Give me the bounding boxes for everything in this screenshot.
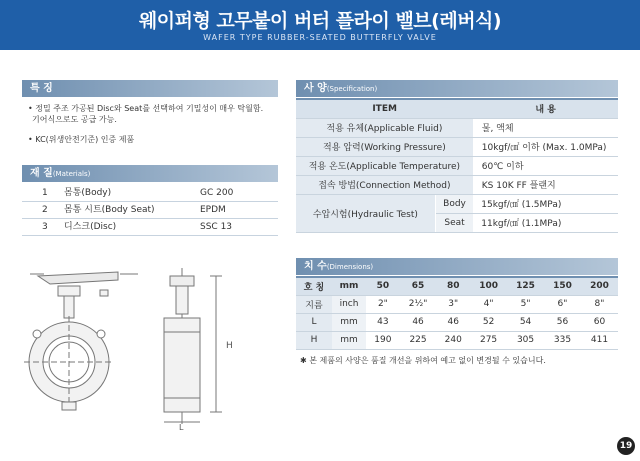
spec-row [296,175,618,194]
dim-cell: 8" [581,295,618,313]
dim-cell: 4" [470,295,507,313]
dim-head-unit: mm [332,277,366,295]
page-number: 19 [617,437,635,455]
length-dim-label: L [179,423,184,430]
material-no: 1 [42,188,48,198]
dim-size: 50 [366,277,400,295]
spec-hydraulic-seat-value: 11kgf/㎠ (1.1MPa) [473,213,618,232]
dim-size: 100 [470,277,507,295]
material-no: 3 [42,222,48,232]
dim-row-unit: mm [332,331,366,349]
materials-row [22,186,278,200]
material-value: GC 200 [200,188,234,198]
dim-row-unit: mm [332,313,366,331]
page-subtitle: WAFER TYPE RUBBER-SEATED BUTTERFLY VALVE [203,33,437,42]
dim-cell: 3" [436,295,470,313]
spec-table [296,98,618,233]
valve-front-view [24,272,138,410]
dim-cell: 275 [470,331,507,349]
spec-hydraulic-label: 수압시험(Hydraulic Test) [296,194,435,232]
material-value: EPDM [200,205,226,215]
dim-cell: 2" [366,295,400,313]
material-part: 디스크(Disc) [64,222,117,232]
dim-cell: 225 [400,331,437,349]
material-no: 2 [42,205,48,215]
dim-table [296,276,618,350]
dim-note: ✱ 본 제품의 사양은 품질 개선을 위하여 예고 없이 변경될 수 있습니다. [300,356,546,365]
spec-label: 적용 압력(Working Pressure) [296,137,473,156]
spec-col-content: 내 용 [473,99,618,118]
dim-cell: 56 [544,313,581,331]
materials-divider [22,218,278,219]
dim-title: 치 수 [304,261,327,272]
spec-label: 적용 온도(Applicable Temperature) [296,156,473,175]
dim-cell: 46 [400,313,437,331]
dim-cell: 411 [581,331,618,349]
dim-size: 125 [507,277,544,295]
features-title: 특 징 [30,83,53,94]
material-part: 몸통 시트(Body Seat) [64,205,155,215]
dim-cell: 2½" [400,295,437,313]
dim-row-label: H [296,331,332,349]
material-part: 몸통(Body) [64,188,112,198]
material-value: SSC 13 [200,222,233,232]
dim-cell: 305 [507,331,544,349]
materials-section-bar [22,165,278,182]
spec-label: 적용 유체(Applicable Fluid) [296,118,473,137]
page-title: 웨이퍼형 고무붙이 버터 플라이 밸브(레버식) [138,10,502,32]
dim-cell: 6" [544,295,581,313]
dim-cell: 46 [436,313,470,331]
dim-cell: 43 [366,313,400,331]
materials-title-sub: (Materials) [52,170,91,178]
page-header [0,0,640,50]
dim-size: 65 [400,277,437,295]
dim-cell: 240 [436,331,470,349]
dim-cell: 60 [581,313,618,331]
dim-header-row [296,277,618,295]
materials-row [22,203,278,217]
materials-divider [22,235,278,236]
spec-col-item: ITEM [296,99,473,118]
dim-row-label: 지름 [296,295,332,313]
dim-row-label: L [296,313,332,331]
dim-cell: 52 [470,313,507,331]
spec-hydraulic-body-value: 15kgf/㎠ (1.5MPa) [473,194,618,213]
spec-value: 10kgf/㎠ 이하 (Max. 1.0MPa) [473,137,618,156]
spec-row [296,156,618,175]
materials-divider [22,201,278,202]
height-dim-label: H [226,341,233,351]
dim-section-bar [296,258,618,275]
spec-hydraulic-seat-label: Seat [435,213,473,232]
feature-line-2: 기어식으로도 공급 가능. [32,115,117,124]
spec-value: 60℃ 이하 [473,156,618,175]
spec-hydraulic-body-label: Body [435,194,473,213]
dim-row-h [296,331,618,349]
spec-row [296,118,618,137]
dim-title-sub: (Dimensions) [326,263,374,271]
valve-side-view [164,268,222,424]
spec-row [296,137,618,156]
dim-row-diameter [296,295,618,313]
dim-cell: 54 [507,313,544,331]
spec-section-bar [296,80,618,97]
spec-label: 접속 방법(Connection Method) [296,175,473,194]
dim-row-unit: inch [332,295,366,313]
spec-value: 물, 액체 [473,118,618,137]
dim-size: 200 [581,277,618,295]
dim-size: 80 [436,277,470,295]
materials-row [22,220,278,234]
spec-value: KS 10K FF 플랜지 [473,175,618,194]
spec-title-sub: (Specification) [326,85,378,93]
materials-title: 재 질 [30,168,53,179]
feature-line-3: • KC(위생안전기준) 인증 제품 [28,135,135,144]
dim-cell: 5" [507,295,544,313]
dim-size: 150 [544,277,581,295]
dim-head-label: 호 칭 [296,277,332,295]
dim-row-l [296,313,618,331]
dim-cell: 190 [366,331,400,349]
spec-header-row [296,99,618,118]
features-section-bar [22,80,278,97]
spec-title: 사 양 [304,83,327,94]
valve-drawing [20,262,250,430]
feature-line-1: • 정밀 주조 가공된 Disc와 Seat를 선택하여 기밀성이 매우 탁월함. [28,104,264,113]
spec-row-hydraulic-body [296,194,618,213]
dim-cell: 335 [544,331,581,349]
